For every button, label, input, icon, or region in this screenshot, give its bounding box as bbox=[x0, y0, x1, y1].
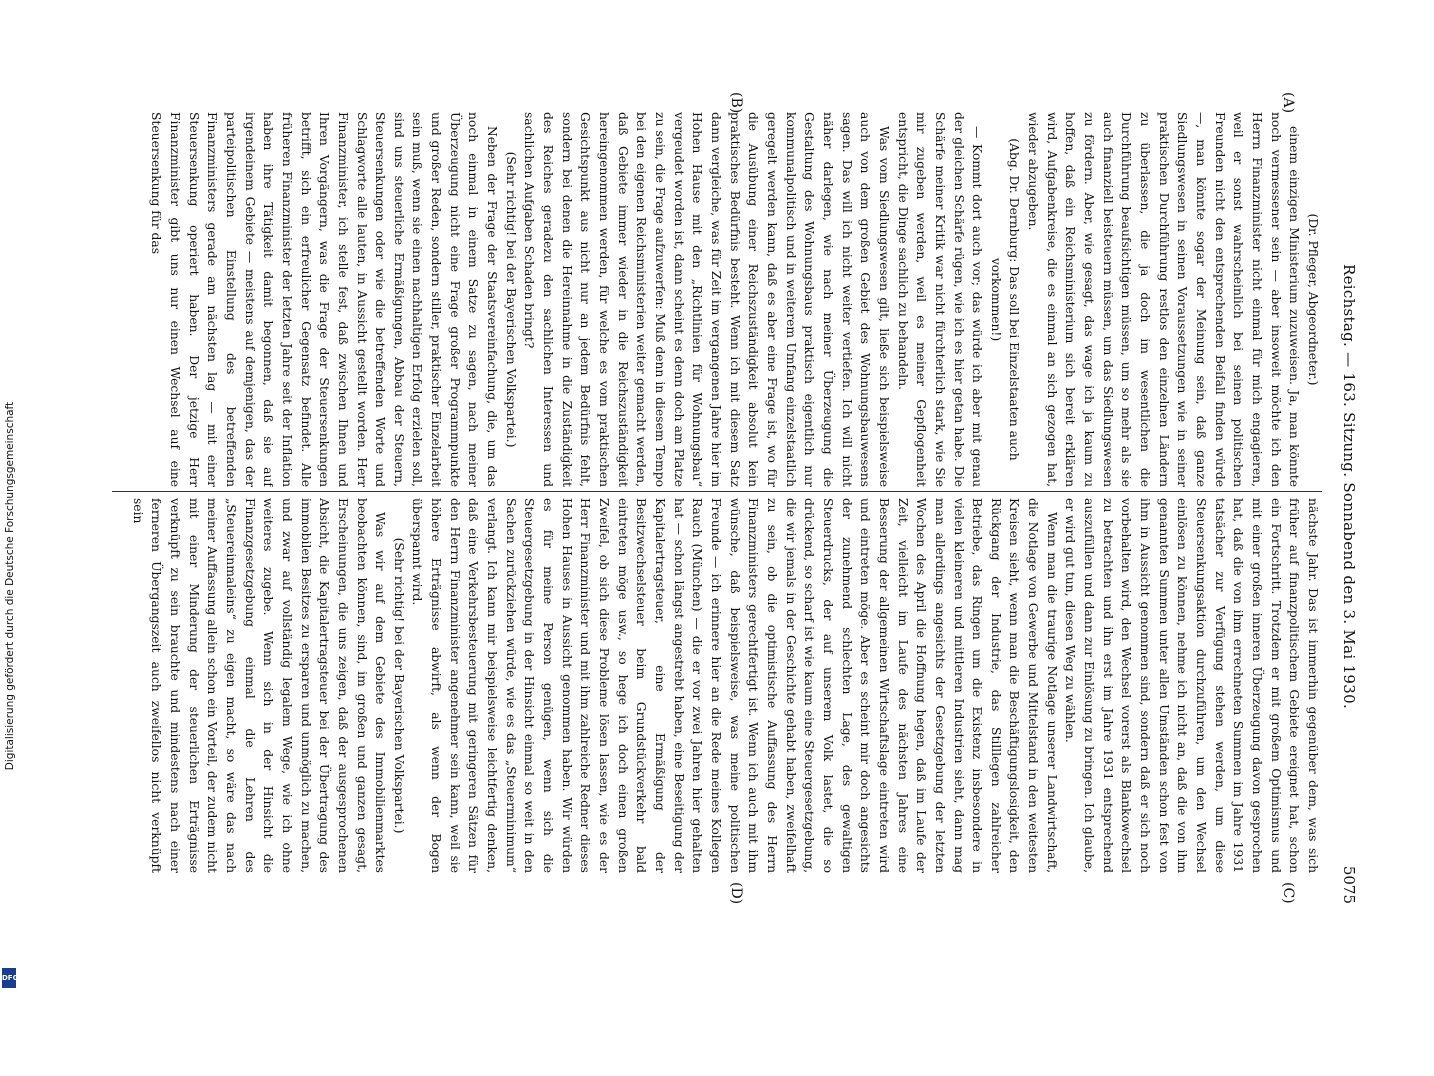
margin-letter-c: (C) bbox=[1280, 882, 1296, 904]
column-divider bbox=[112, 491, 1322, 492]
funding-note: Digitalisierung gefördert durch die Deutsche Forschungsgemeinschaft bbox=[4, 401, 16, 771]
paragraph: Was vom Siedlungswesen gilt, ließe sich beispielsweise auch von dem großen Gebiet des Wohnungsbauwesens sagen. Das will ich nicht weiter vertiefen. Ich will nicht näher darlegen, wie nach meiner Überzeugung die Gestaltung des Wohnungsbaus praktisch eigentlich nur kommunalpolitisch und in weiterem Umfang einzelstaatlich geregelt werden kann, daß es aber eine Frage ist, wo für die Ausübung einer Reichszuständigkeit absolut kein praktisches Bedürfnis besteht. Wenn ich mit diesem Satz dann vergleiche, was für Zeit im vergangenen Jahre hier im Hohen Hause mit den „Richtlinien für Wohnungsbau“ vergeudet worden ist, dann scheint es denn doch am Platze zu sein, die Frage aufzuwerfen: Muß denn in diesem Tempo bei den eigenen Reichsministerien weiter gemacht werden, daß Gebiete immer wieder in die Reichszuständigkeit hereingenommen werden, für welche es vom praktischen Gesichtspunkt aus nicht nur an jedem Bedürfnis fehlt, sondern bei denen die Hereinnahme in die Zuständigkeit des Reiches geradezu den sachlichen Interessen und sachlichen Aufgaben Schaden bringt? bbox=[522, 112, 891, 487]
text-column-left bbox=[107, 112, 1322, 487]
text-column-right bbox=[107, 498, 1322, 873]
interjection: (Abg. Dr. Dernburg: Das soll bei Einzelstaaten auch vorkommen!) bbox=[988, 138, 1022, 461]
paragraph: Wenn man die traurige Notlage unserer Landwirtschaft, die Notlage von Gewerbe und Mittelstand in den weitesten Kreisen sieht, wenn man die Beschäftigungslosigkeit, den Rückgang der Industrie, das Stilllegen zahlreicher Betriebe, das Ringen um die Existenz insbesondere in vielen kleineren und mittleren Industrien sieht, dann mag man allerdings angesichts der Gesetzgebung der letzten Wochen des April die Hoffnung hegen, daß im Laufe der Zeit, vielleicht im Laufe des nächsten Jahres eine Besserung der allgemeinen Wirtschaftslage eintreten wird und eintreten möge. Aber es scheint mir doch angesichts der zunehmend schlechten Lage, des gewaltigen Steuerdrucks, der auf unserem Volk lastet, die so drückend, so scharf ist wie kaum eine Steuergesetzgebung, die wir jemals in der Geschichte gehabt haben, zweifelhaft zu sein, ob die optimistische Auffassung des Herrn Finanzministers gerechtfertigt ist. Wenn ich auch mit ihm wünsche, daß beispielsweise, was meine politischen Freunde — ich erinnere hier an die Rede meines Kollegen Rauch (München) — die er vor zwei Jahren hier gehalten hat — schon längst angestrebt haben, eine Beseitigung der Kapitalertragsteuer, eine Ermäßigung der Besitzwechselsteuer beim Grundstückverkehr bald eintreten möge usw., so hege ich doch einen großen Zweifel, ob sich diese Probleme lösen lassen, wie es der Herr Finanzminister und mit ihm zahlreiche Redner dieses Hohen Hauses in Aussicht genommen haben. Wir würden es für meine Person genügen, wenn sich die Steuergesetzgebung in der Hinsicht einmal so weit in den Sachen zurückziehen würde, wie es das „Steuerminimum“ verlangt. Ich kann mir beispielsweise leichtfertig denken, daß eine Verkehrsbesteuerung mit geringeren Sätzen für den Herrn Finanzminister angenehmer sein kann, weil sie höhere Erträgnisse abwirft, als wenn der Bogen überspannt wird. bbox=[410, 498, 1059, 873]
margin-letter-b: (B) bbox=[728, 92, 744, 114]
margin-letter-a: (A) bbox=[1280, 92, 1296, 114]
dfg-logo-icon: DFG bbox=[2, 968, 16, 988]
running-title: Reichstag. — 163. Sitzung. Sonnabend den 3. Mai 1930. bbox=[1340, 264, 1358, 710]
interjection: (Sehr richtig! bei der Bayerischen Volkspartei.) bbox=[391, 537, 406, 834]
page-header bbox=[1330, 104, 1368, 904]
paragraph: — Kommt dort auch vor; das würde ich aber mit genau der gleichen Schärfe rügen, wie ich es hier getan habe. Die Schärfe meiner Kritik war nicht fürchterlich stark, wie Sie mir zugeben werden, weil es meiner Gepflogenheit entspricht, die Dinge sachlich zu behandeln. bbox=[895, 112, 985, 487]
page-number: 5075 bbox=[1340, 865, 1358, 904]
paragraph: Neben der Frage der Staatsvereinfachung, die, um das noch einmal in einem Satze zu sagen, nach meiner Überzeugung nicht eine Frage großer Programmpunkte und großer Reden, sondern stiller, praktischer Einzelarbeit sein muß, wenn sie einen nachhaltigen Erfolg erzielen soll, sind uns steuerliche Ermäßigungen, Abbau der Steuern, Steuersenkungen oder wie die betreffenden Worte und Schlagworte alle lauten, in Aussicht gestellt worden. Herr Finanzminister, ich stelle fest, daß zwischen Ihnen und Ihren Vorgängern, was die Frage der Steuersenkungen betrifft, sich ein erfreulicher Gegensatz befindet. Alle früheren Finanzminister der letzten Jahre seit der Inflation haben ihre Tätigkeit damit begonnen, daß sie auf irgendeinem Gebiete — meistens auf demjenigen, das der parteipolitischen Einstellung des betreffenden Finanzministers gerade am nächsten lag — mit einer Steuersenkung operiert haben. Der jetzige Herr Finanzminister gibt uns nur einen Wechsel auf eine Steuersenkung für das bbox=[149, 112, 500, 487]
paragraph: nächste Jahr. Das ist immerhin gegenüber dem, was sich früher auf finanzpolitischem Gebiete ereignet hat, schon ein Fortschritt. Trotzdem er mit großem Optimismus und mit einer großen inneren Überzeugung davon gesprochen hat, daß die von ihm errechneten Summen im Jahre 1931 tatsächer zur Verfügung stehen werden, um diese Steuersenkungsaktion durchzuführen, um den Wechsel einlösen zu können, nehme ich nicht an, daß die von ihm genannten Summen unter allen Umständen schon fest von ihm in Aussicht genommen sind, sondern daß er sich noch vorbehalten wird, den Wechsel vorerst als Blankowechsel zu betrachten und ihn erst im Jahre 1931 entsprechend auszufüllen und dann zur Einlösung zu bringen. Ich glaube, er wird gut tun, diesen Weg zu wählen. bbox=[1063, 498, 1320, 873]
paragraph: einem einzigen Ministerium zuzuweisen. Ja, man könnte noch vermessener sein — aber insoweit möchte ich den Herrn Finanzminister nicht einmal für mich engagieren, weil er sonst wahrscheinlich bei seinen politischen Freunden nicht den entsprechenden Beifall finden würde —, man könnte sogar der Meinung sein, daß ganze Siedlungswesen in seinen Voraussetzungen wie in seiner praktischen Durchführung restlos den einzelnen Ländern zu überlassen, die ja doch im wesentlichen die Durchführung beaufsichtigen müssen, um so mehr als sie auch finanziell beisteuern müssen, um das Siedlungswesen zu fördern. Aber, wie gesagt, das wage ich ja kaum zu hoffen, daß ein Reichsministerium sich bereit erklären wird, Aufgabenkreise, die es einmal an sich gezogen hat, wieder abzugeben. bbox=[1026, 112, 1302, 487]
interjection: (Sehr richtig! bei der Bayerischen Volkspartei.) bbox=[503, 151, 518, 448]
speaker-line: (Dr. Pfleger, Abgeordneter.) bbox=[1306, 213, 1320, 386]
digitization-credit bbox=[0, 0, 18, 1000]
paragraph: Was wir auf dem Gebiete des Immobilienmarktes beobachten können, sind, im großen und ganzen gesagt, Erscheinungen, die uns zeigen, daß der ausgesprochenen Absicht, die Kapitalertragsteuer bei der Übertragung des immobilen Besitzes zu ersparen und unmöglich zu machen, und zwar auf vollständig legalem Wege, wie ich ohne weiteres zugebe. Wenn sich in der Hinsicht die Finanzgesetzgebung einmal die Lehren des „Steuereinmaleins“ zu eigen macht, so wäre das nach meiner Auffassung allein schon ein Vorteil, der zudem nicht mit einer Minderung der steuerlichen Erträgnisse verknüpft zu sein brauchte und mindestens nach einer ferneren Übergangszeit auch zweifellos nicht verknüpft sein bbox=[130, 498, 388, 873]
margin-letter-d: (D) bbox=[728, 882, 744, 905]
